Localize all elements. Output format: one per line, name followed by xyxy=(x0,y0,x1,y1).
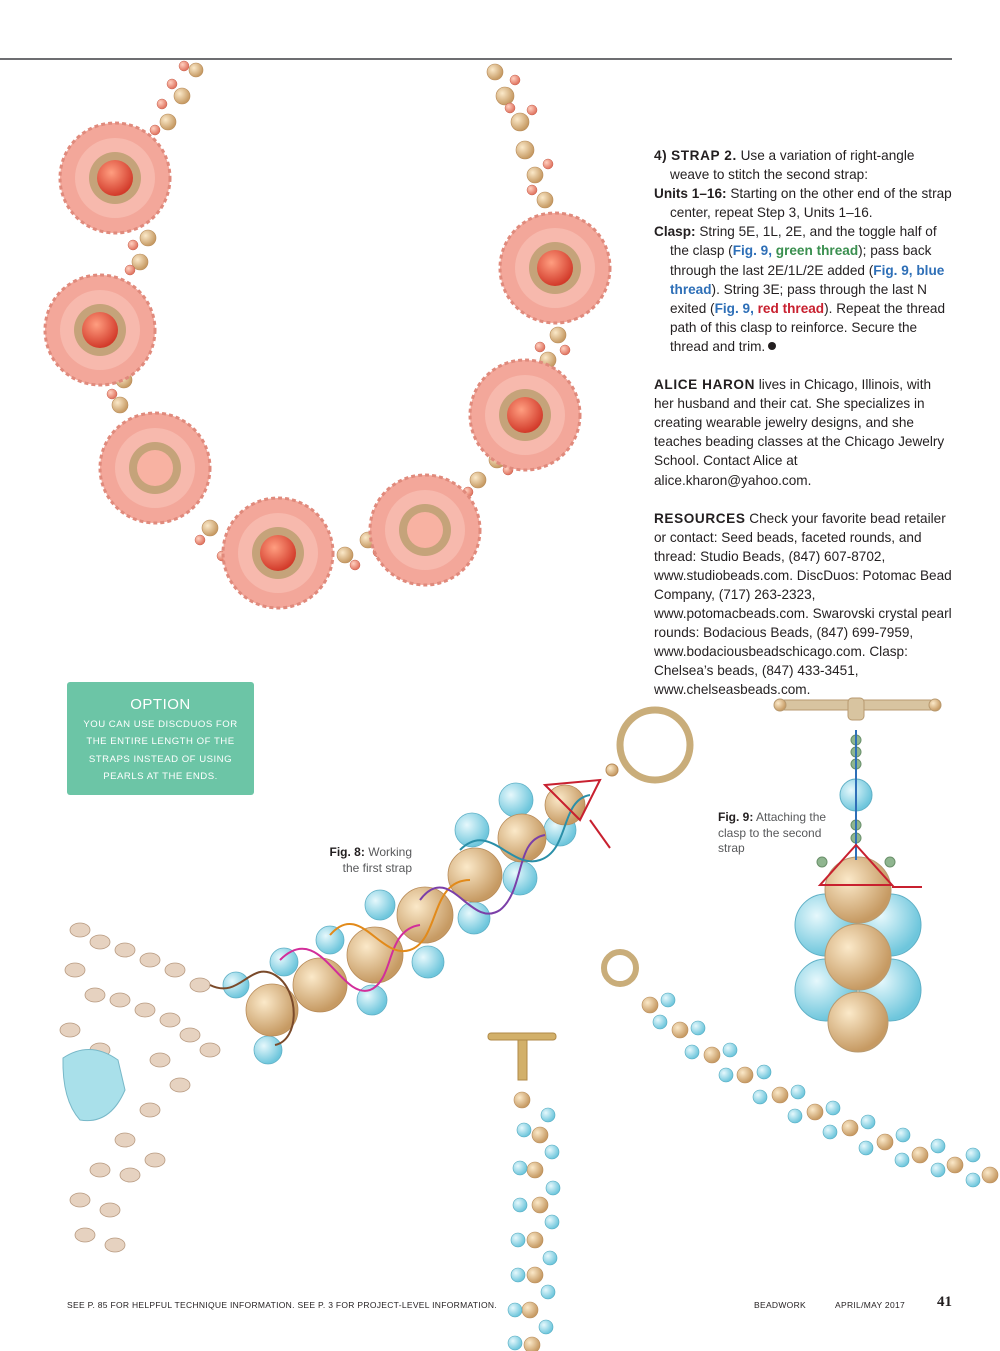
fig8-text: Working the first strap xyxy=(342,845,412,875)
necklace-illustration xyxy=(45,61,610,608)
clasp-fig-ref: Fig. 9, xyxy=(714,300,754,316)
units-instruction xyxy=(654,184,954,222)
option-callout xyxy=(67,682,254,795)
option-title: OPTION xyxy=(130,696,191,713)
clasp-text-1: String 5E, 1L, 2E, and the toggle half of the clasp ( xyxy=(670,224,937,259)
flower-component xyxy=(45,275,155,385)
fig9-caption xyxy=(718,810,830,857)
resources-label: RESOURCES xyxy=(654,510,746,526)
fig8-caption xyxy=(312,845,412,876)
magazine-name: BEADWORK xyxy=(754,1300,806,1310)
footer-note: SEE P. 85 FOR HELPFUL TECHNIQUE INFORMATION. SEE P. 3 FOR PROJECT-LEVEL INFORMATION. xyxy=(67,1300,497,1310)
step-intro-text: Use a variation of right-angle weave to stitch the second strap: xyxy=(670,148,915,183)
clasp-text-4: ). Repeat the thread path of this clasp to reinforce. Secure the thread and trim. xyxy=(670,300,946,354)
clasp-instruction xyxy=(654,222,954,356)
units-label: Units 1–16: xyxy=(654,186,727,202)
resources-lead: Check your favorite bead retailer or contact: xyxy=(654,510,946,545)
step-title: STRAP 2. xyxy=(671,148,737,163)
clasp-fig-ref: Fig. 9, xyxy=(732,243,772,259)
clasp-text-3: ). String 3E; pass through the last N exited ( xyxy=(670,281,927,316)
resources xyxy=(654,509,954,700)
option-body: YOU CAN USE DISCDUOS FOR THE ENTIRE LENGTH OF THE STRAPS INSTEAD OF USING PEARLS AT THE ENDS. xyxy=(83,719,238,782)
step-4-intro xyxy=(654,146,954,184)
units-text: Starting on the other end of the strap center, repeat Step 3, Units 1–16. xyxy=(670,186,952,221)
bio-text: lives in Chicago, Illinois, with her husband and their cat. She specializes in creating wearable jewelry designs, and she teaches beading classes at the Chicago Jewelry School. Contact Alice at alice.kharon@yahoo.com. xyxy=(654,377,945,488)
clasp-text-2: ); pass back through the last 2E/1L/2E added ( xyxy=(670,243,932,278)
end-mark-icon xyxy=(768,342,776,350)
fig8-label: Fig. 8: xyxy=(329,845,365,859)
step-number: 4) xyxy=(654,148,668,163)
clasp-fig-ref: Fig. 9, xyxy=(873,262,913,278)
bracelet-photo xyxy=(488,1033,560,1351)
author-bio xyxy=(654,375,954,490)
fig9-label: Fig. 9: xyxy=(718,810,754,824)
red-thread-ref: red thread xyxy=(757,300,825,316)
flower-component xyxy=(223,498,333,608)
green-thread-ref: green thread xyxy=(775,243,859,259)
flower-component xyxy=(470,360,580,470)
flower-component xyxy=(100,413,210,523)
resources-text: Seed beads, faceted rounds, and thread: Studio Beads, (847) 607-8702, www.studiobeads.com. DiscDuos: Potomac Bead Company, (717) 263-2323, www.potomacbeads.com. Swarovski crystal pearl rounds: Bodacious Beads, (847) 699-7959, www.bodaciousbeadschicago.com. Clasp: Chelsea’s beads, (847) 433-3451, www.chelseasbeads.com. xyxy=(654,529,952,698)
fig9-diagram xyxy=(774,698,941,1052)
page-number: 41 xyxy=(937,1294,952,1310)
flower-component xyxy=(500,213,610,323)
author-name: ALICE HARON xyxy=(654,377,755,393)
clasp-label: Clasp: xyxy=(654,224,696,240)
issue-date: APRIL/MAY 2017 xyxy=(835,1300,906,1310)
fig9-text: Attaching the clasp to the second strap xyxy=(718,810,827,855)
flower-component xyxy=(370,475,480,585)
article-text-column xyxy=(654,146,954,700)
blue-thread-ref: blue thread xyxy=(670,262,945,297)
flower-component xyxy=(60,123,170,233)
